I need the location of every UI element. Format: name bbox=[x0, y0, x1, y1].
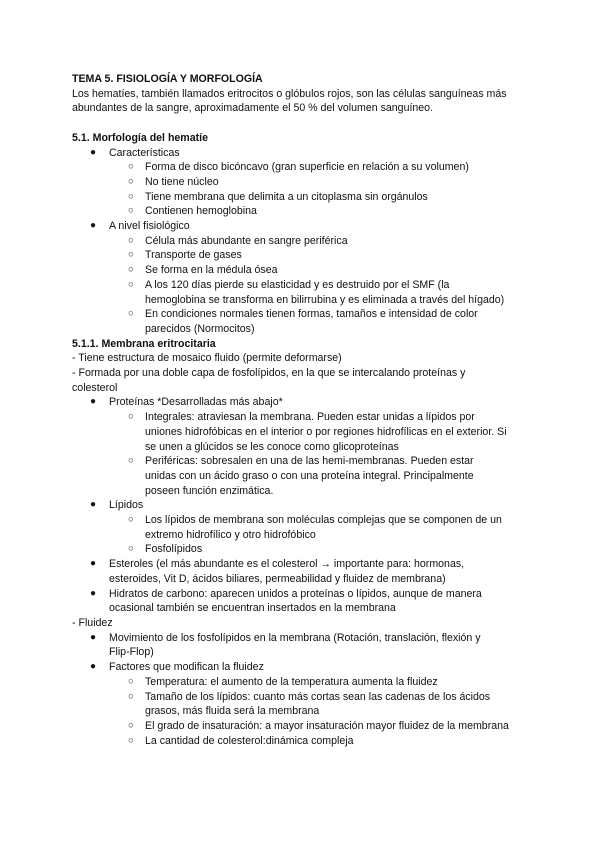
sub-item: ○ Los lípidos de membrana son moléculas complejas que se componen de un bbox=[128, 514, 502, 527]
sub-item-continuation: parecidos (Normocitos) bbox=[145, 322, 255, 335]
sub-item-continuation: extremo hidrofílico y otro hidrofóbico bbox=[145, 528, 316, 541]
sub-item-continuation: se unen a glúcidos se les conoce como glicoproteínas bbox=[145, 440, 399, 453]
sub-item: ○ En condiciones normales tienen formas, tamaños e intensidad de color bbox=[128, 308, 478, 321]
circle-bullet-icon: ○ bbox=[128, 690, 134, 702]
circle-bullet-icon: ○ bbox=[128, 734, 134, 746]
circle-bullet-icon: ○ bbox=[128, 161, 134, 173]
bullet-icon: ● bbox=[90, 587, 97, 599]
sub-item: ○ Se forma en la médula ósea bbox=[128, 264, 278, 277]
intro-line: Los hematíes, también llamados eritrocitos o glóbulos rojos, son las células sanguíneas más bbox=[72, 87, 507, 100]
circle-bullet-icon: ○ bbox=[128, 249, 134, 261]
bullet-icon: ● bbox=[90, 661, 97, 673]
sub-item: ○ Fosfolípidos bbox=[128, 543, 203, 556]
sub-item: ○ Contienen hemoglobina bbox=[128, 205, 257, 218]
bullet-item: ● Características bbox=[90, 146, 180, 159]
sub-item: ○ Tamaño de los lípidos: cuanto más cortas sean las cadenas de los ácidos bbox=[128, 690, 491, 703]
bullet-item: ● Hidratos de carbono: aparecen unidos a proteínas o lípidos, aunque de manera bbox=[90, 587, 482, 600]
sub-item: ○ Tiene membrana que delimita a un citoplasma sin orgánulos bbox=[128, 190, 428, 203]
sub-item: ○ Temperatura: el aumento de la temperatura aumenta la fluidez bbox=[128, 675, 438, 688]
sub-item: ○ Transporte de gases bbox=[128, 249, 242, 262]
circle-bullet-icon: ○ bbox=[128, 411, 134, 423]
intro-line: abundantes de la sangre, aproximadamente el 50 % del volumen sanguíneo. bbox=[72, 102, 434, 115]
text-line: - Formada por una doble capa de fosfolípidos, en la que se intercalando proteínas y bbox=[72, 367, 466, 380]
sub-item: ○ Forma de disco bicóncavo (gran superficie en relación a su volumen) bbox=[128, 161, 469, 174]
bullet-item-continuation: esteroides, Vit D, ácidos biliares, permeabilidad y fluidez de membrana) bbox=[109, 572, 446, 585]
spacer bbox=[72, 116, 548, 131]
circle-bullet-icon: ○ bbox=[128, 308, 134, 320]
section-heading: 5.1.1. Membrana eritrocitaria bbox=[72, 337, 216, 350]
sub-item-continuation: unidas con un ácido graso o con una proteína integral. Principalmente bbox=[145, 469, 474, 482]
sub-item: ○ La cantidad de colesterol:dinámica compleja bbox=[128, 734, 354, 747]
bullet-item: ● Esteroles (el más abundante es el colesterol → importante para: hormonas, bbox=[90, 558, 465, 571]
document-title: TEMA 5. FISIOLOGÍA Y MORFOLOGÍA bbox=[72, 73, 263, 85]
circle-bullet-icon: ○ bbox=[128, 190, 134, 202]
circle-bullet-icon: ○ bbox=[128, 175, 134, 187]
text-line: - Tiene estructura de mosaico fluido (permite deformarse) bbox=[72, 352, 342, 365]
sub-item-continuation: uniones hidrofóbicas en el interior o por regiones hidrofílicas en el exterior. Si bbox=[145, 425, 507, 438]
sub-item: ○ Integrales: atraviesan la membrana. Pueden estar unidas a lípidos por bbox=[128, 411, 475, 424]
bullet-icon: ● bbox=[90, 499, 97, 511]
text-line: - Fluidez bbox=[72, 617, 113, 629]
circle-bullet-icon: ○ bbox=[128, 514, 134, 526]
sub-item-continuation: poseen función enzimática. bbox=[145, 484, 274, 497]
sub-item: ○ Periféricas: sobresalen en una de las hemi-membranas. Pueden estar bbox=[128, 455, 474, 468]
sub-item-continuation: grasos, más fluida será la membrana bbox=[145, 705, 320, 718]
section-heading: 5.1. Morfología del hematíe bbox=[72, 131, 208, 144]
text-line: colesterol bbox=[72, 381, 118, 394]
circle-bullet-icon: ○ bbox=[128, 278, 134, 290]
bullet-icon: ● bbox=[90, 220, 97, 232]
bullet-item: ● Movimiento de los fosfolípidos en la membrana (Rotación, translación, flexión y bbox=[90, 631, 481, 644]
bullet-icon: ● bbox=[90, 146, 97, 158]
bullet-item: ● Lípidos bbox=[90, 499, 144, 512]
circle-bullet-icon: ○ bbox=[128, 205, 134, 217]
sub-item: ○ A los 120 días pierde su elasticidad y es destruido por el SMF (la bbox=[128, 278, 450, 291]
sub-item: ○ No tiene núcleo bbox=[128, 175, 219, 188]
circle-bullet-icon: ○ bbox=[128, 675, 134, 687]
bullet-icon: ● bbox=[90, 396, 97, 408]
circle-bullet-icon: ○ bbox=[128, 264, 134, 276]
sub-item: ○ El grado de insaturación: a mayor insaturación mayor fluidez de la membrana bbox=[128, 719, 509, 732]
circle-bullet-icon: ○ bbox=[128, 455, 134, 467]
bullet-item: ● Factores que modifican la fluidez bbox=[90, 661, 264, 674]
bullet-item: ● Proteínas *Desarrolladas más abajo* bbox=[90, 396, 283, 409]
bullet-icon: ● bbox=[90, 631, 97, 643]
bullet-item-continuation: Flip-Flop) bbox=[109, 646, 154, 659]
sub-item-continuation: hemoglobina se transforma en bilirrubina y es eliminada a través del hígado) bbox=[145, 293, 505, 306]
circle-bullet-icon: ○ bbox=[128, 719, 134, 731]
bullet-item: ● A nivel fisiológico bbox=[90, 220, 190, 233]
sub-item: ○ Célula más abundante en sangre periférica bbox=[128, 234, 348, 247]
circle-bullet-icon: ○ bbox=[128, 543, 134, 555]
bullet-item-continuation: ocasional también se encuentran insertados en la membrana bbox=[109, 602, 396, 615]
bullet-icon: ● bbox=[90, 558, 97, 570]
circle-bullet-icon: ○ bbox=[128, 234, 134, 246]
